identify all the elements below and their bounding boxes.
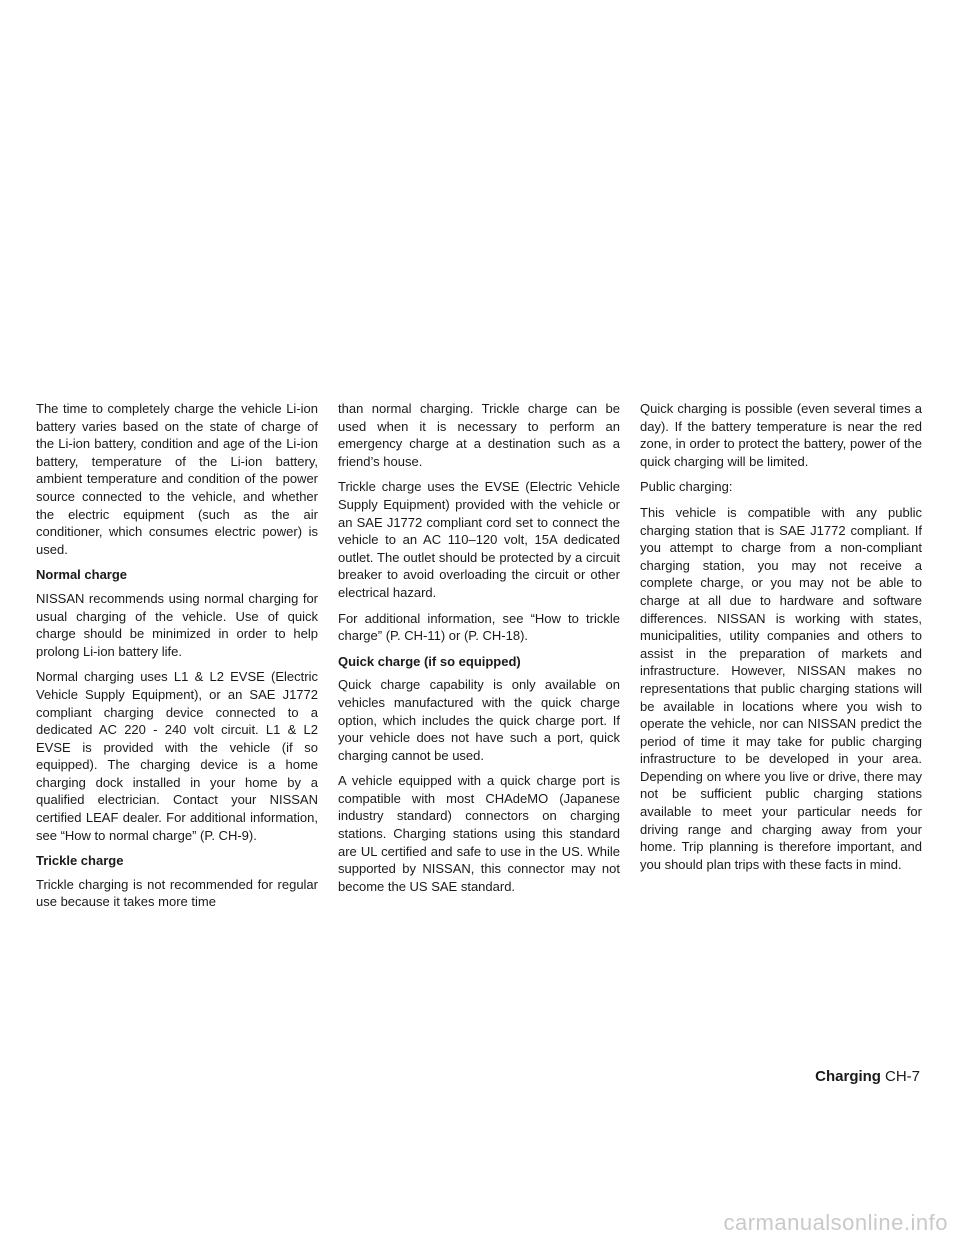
heading-trickle-charge: Trickle charge: [36, 853, 124, 869]
paragraph-public-charging-label: Public charging:: [640, 479, 733, 495]
watermark: carmanualsonline.info: [723, 1210, 948, 1235]
paragraph-quick-frequency: Quick charging is possible (even several times a day). If the battery temperature is near the red zone, in order to protect the battery, power of the quick charging will be limited.: [640, 401, 922, 469]
paragraph-trickle-intro: Trickle charging is not recommended for regular use because it takes more time: [36, 876, 318, 910]
column-1: [36, 400, 318, 910]
paragraph-trickle-continued: than normal charging. Trickle charge can be used when it is necessary to perform an emergency charge at a destination such as a friend’s house.: [338, 401, 620, 469]
heading-normal-charge: Normal charge: [36, 567, 128, 583]
heading-quick-charge: Quick charge (if so equipped): [338, 653, 521, 669]
column-3: [640, 400, 922, 900]
paragraph-normal-usage: Normal charging uses L1 & L2 EVSE (Electric Vehicle Supply Equipment), or an SAE J1772 compliant charging device connected to a dedicated AC 220 - 240 volt circuit. L1 & L2 EVSE is provided with the vehicle (if so equipped). The charging device is a home charging dock installed in your home by a qualified electrician. Contact your NISSAN certified LEAF dealer. For additional information, see “How to normal charge” (P. CH-9).: [36, 669, 318, 843]
text-columns: [36, 400, 924, 910]
paragraph-trickle-reference: For additional information, see “How to trickle charge” (P. CH-11) or (P. CH-18).: [338, 610, 620, 644]
page-footer: [815, 1068, 920, 1085]
paragraph-charge-time: The time to completely charge the vehicle Li-ion battery varies based on the state of charge of the Li-ion battery, condition and age of the Li-ion battery, temperature of the Li-ion battery, ambient temperature and condition of the power source connected to the vehicle, and whether the electric equipment (such as the air conditioner, which consumes electric power) is used.: [36, 401, 318, 557]
column-2: [338, 400, 620, 900]
footer-page-number: CH-7: [884, 1068, 920, 1085]
paragraph-trickle-evse: Trickle charge uses the EVSE (Electric Vehicle Supply Equipment) provided with the vehicle or an SAE J1772 compliant cord set to connect the vehicle to an AC 110–120 volt, 15A dedicated outlet. The outlet should be protected by a circuit breaker to avoid overloading the circuit or other electrical hazard.: [338, 479, 620, 600]
paragraph-quick-chademo: A vehicle equipped with a quick charge port is compatible with most CHAdeMO (Japanese industry standard) connectors on charging stations. Charging stations using this standard are UL certified and safe to use in the US. While supported by NISSAN, this connector may not become the US SAE standard.: [338, 773, 620, 894]
paragraph-public-charging: This vehicle is compatible with any public charging station that is SAE J1772 compliant. If you attempt to charge from a non-compliant charging station, you may not receive a complete charge, or you may not be able to charge at all due to hardware and software differences. NISSAN is working with states, municipalities, utility companies and others to assist in the preparation of markets and infrastructure. However, NISSAN makes no representations that public charging stations will be available in locations where you wish to operate the vehicle, nor can NISSAN predict the period of time it may take for public charging infrastructure to be developed in your area. Depending on where you live or drive, there may not be sufficient public charging stations available to meet your particular needs for driving range and charging away from your home. Trip planning is therefore important, and you should plan trips with these facts in mind.: [640, 504, 922, 872]
footer-section-title: Charging: [815, 1068, 881, 1085]
paragraph-normal-recommendation: NISSAN recommends using normal charging for usual charging of the vehicle. Use of quick charge should be minimized in order to help prolong Li-ion battery life.: [36, 590, 318, 659]
paragraph-quick-capability: Quick charge capability is only available on vehicles manufactured with the quick charge option, which includes the quick charge port. If your vehicle does not have such a port, quick charging cannot be used.: [338, 677, 620, 763]
